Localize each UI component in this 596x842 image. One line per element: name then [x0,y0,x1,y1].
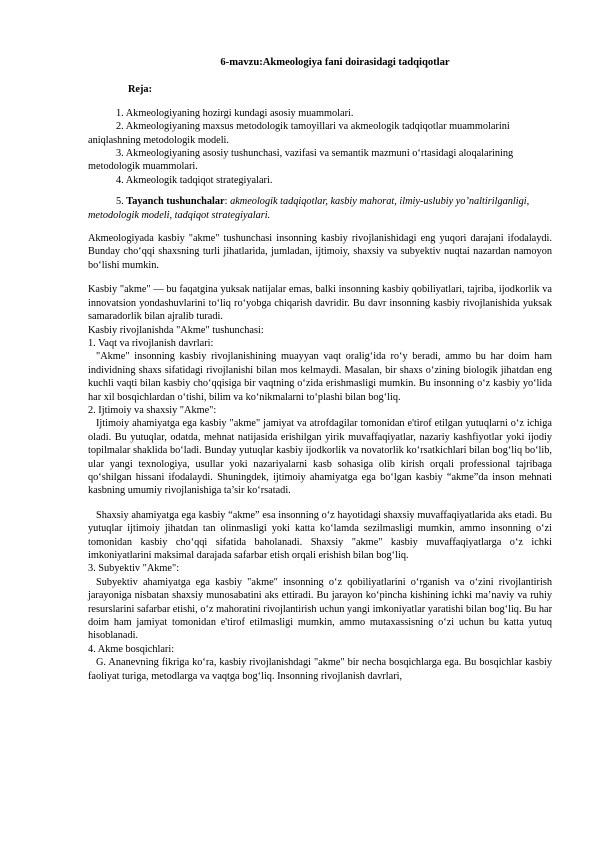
keywords-label: Tayanch tushunchalar [126,196,225,208]
plan-item: 1. Akmeologiyaning hozirgi kundagi asosiy muammolari. [116,107,354,119]
subsection-heading-social: 2. Ijtimoiy va shaxsiy "Akme": [88,404,217,416]
keywords-line [88,195,552,222]
paragraph-subjective: Subyektiv ahamiyatga ega kasbiy "akme" insonning o‘z qobiliyatlarini o‘rganish va o‘zini rivojlantirish jarayoniga nisbatan shaxsiy munosabatini aks ettiradi. Bu jarayon ko‘pincha kishining ichki ma’naviy va ruhiy resurslarini safarbar etishi, o‘z mahoratini rivojlantirish uchun yangi imkoniyatlar yaratishi bilan bog‘liq. Bu har doim ham jamiyat tomonidan e'tirof etilmasligi mumkin, ammo mutaxassisning o‘zi uchun bu katta yutuq hisoblanadi. [88,576,552,642]
keywords-number: 5. [116,196,127,208]
paragraph-akme-definition: Akmeologiyada kasbiy "akme" tushunchasi insonning kasbiy rivojlanishidagi eng yuqori darajani ifodalaydi. Bunday cho‘qqi shaxsning turli jihatlarida, jumladan, ijtimoiy, shaxsiy va subyektiv nuqtai nazardan namoyon bo‘lishi mumkin. [88,233,552,271]
subsection-heading-time: 1. Vaqt va rivojlanish davrlari: [88,337,214,349]
plan-item: 3. Akmeologiyaning asosiy tushunchasi, vazifasi va semantik mazmuni o‘rtasidagi aloqalarining metodologik muammolari. [88,148,514,173]
subsection-heading-stages: 4. Akme bosqichlari: [88,643,175,655]
keywords-text: akmeologik tadqiqotlar, kasbiy mahorat, ilmiy-uslubiy yo’naltirilganligi, metodologik modeli, tadqiqot strategiyalari. [88,196,530,221]
section-heading: Kasbiy rivojlanishda "Akme" tushunchasi: [88,324,264,336]
paragraph-social: Ijtimoiy ahamiyatga ega kasbiy "akme" jamiyat va atrofdagilar tomonidan e'tirof etilgan yutuqlarni o‘z ichiga oladi. Bu yutuqlar, odatda, mehnat natijasida erishilgan yirik muvaffaqiyatlar, nazariy kashfiyotlar yoki ijodiy topilmalar shaklida bo‘ladi. Bunday yutuqlar kasbiy ijodkorlik va novatorlik ko‘rsatkichlari bilan bog‘liq bo‘lib, ular yangi texnologiya, usullar yoki nazariyalarni kasb sohasiga olib kirish orqali professional tajribaga qo‘shilgan hissani ifodalaydi. Shuningdek, ijtimoiy ahamiyatga ega bo‘lgan kasbiy “akme”da inson mehnati kasbning umumiy rivojlanishiga ta’sir ko‘rsatadi. [88,418,552,497]
plan-list [88,107,552,187]
paragraph-akme-period: Kasbiy "akme" — bu faqatgina yuksak natijalar emas, balki insonning kasbiy qobiliyatlari, tajriba, ijodkorlik va innovatsion yondashuvlarini to‘liq ro‘yobga chiqarish davridir. Bu davr insonning kasbiy rivojlanishida yuksak samaradorlik bilan ajralib turadi. [88,284,552,323]
subsection-heading-subjective: 3. Subyektiv "Akme": [88,563,180,575]
keywords-colon: : [224,196,231,208]
paragraph-personal: Shaxsiy ahamiyatga ega kasbiy “akme” esa insonning o‘z hayotidagi shaxsiy muvaffaqiyatlarida aks etadi. Bu yutuqlar ijtimoiy jihatdan tan olinmasligi yoki katta ko‘lamda sezilmasligi mumkin, ammo insonning o‘zi tomonidan kasbiy cho‘qqi sifatida baholanadi. Shaxsiy "akme" kasbiy muvaffaqiyatlarga o‘z ichki imkoniyatlarini maksimal darajada safarbar etish orqali erishish bilan bog‘liq. [88,509,552,561]
plan-heading: Reja: [128,84,153,96]
plan-item: 4. Akmeologik tadqiqot strategiyalari. [116,174,273,186]
document-title: 6-mavzu:Akmeologiya fani doirasidagi tadqiqotlar [220,57,450,68]
paragraph-time: "Akme" insonning kasbiy rivojlanishining muayyan vaqt oralig‘ida ro‘y beradi, ammo bu har doim ham individning shaxs sifatidagi rivojlanishi bilan mos kelmaydi. Masalan, bir shaxs o‘zining biologik jihatdan eng kuchli vaqti bilan kasbiy cho‘qqisiga bir vaqtning o‘zida erishmasligi mumkin. Bu insonning o‘z kasbiy yo‘lida har xil bosqichlardan o‘tishi, bilim va ko‘nikmalarni to‘plashi bilan bog‘liq. [88,351,552,403]
paragraph-stages: G. Ananevning fikriga ko‘ra, kasbiy rivojlanishdagi "akme" bir necha bosqichlarga ega. Bu bosqichlar kasbiy faoliyat turiga, metodlarga va vaqtga bog‘liq. Insonning rivojlanish davrlari, [88,657,552,682]
plan-item: 2. Akmeologiyaning maxsus metodologik tamoyillari va akmeologik tadqiqotlar muammolarini aniqlashning metodologik modeli. [88,121,510,146]
